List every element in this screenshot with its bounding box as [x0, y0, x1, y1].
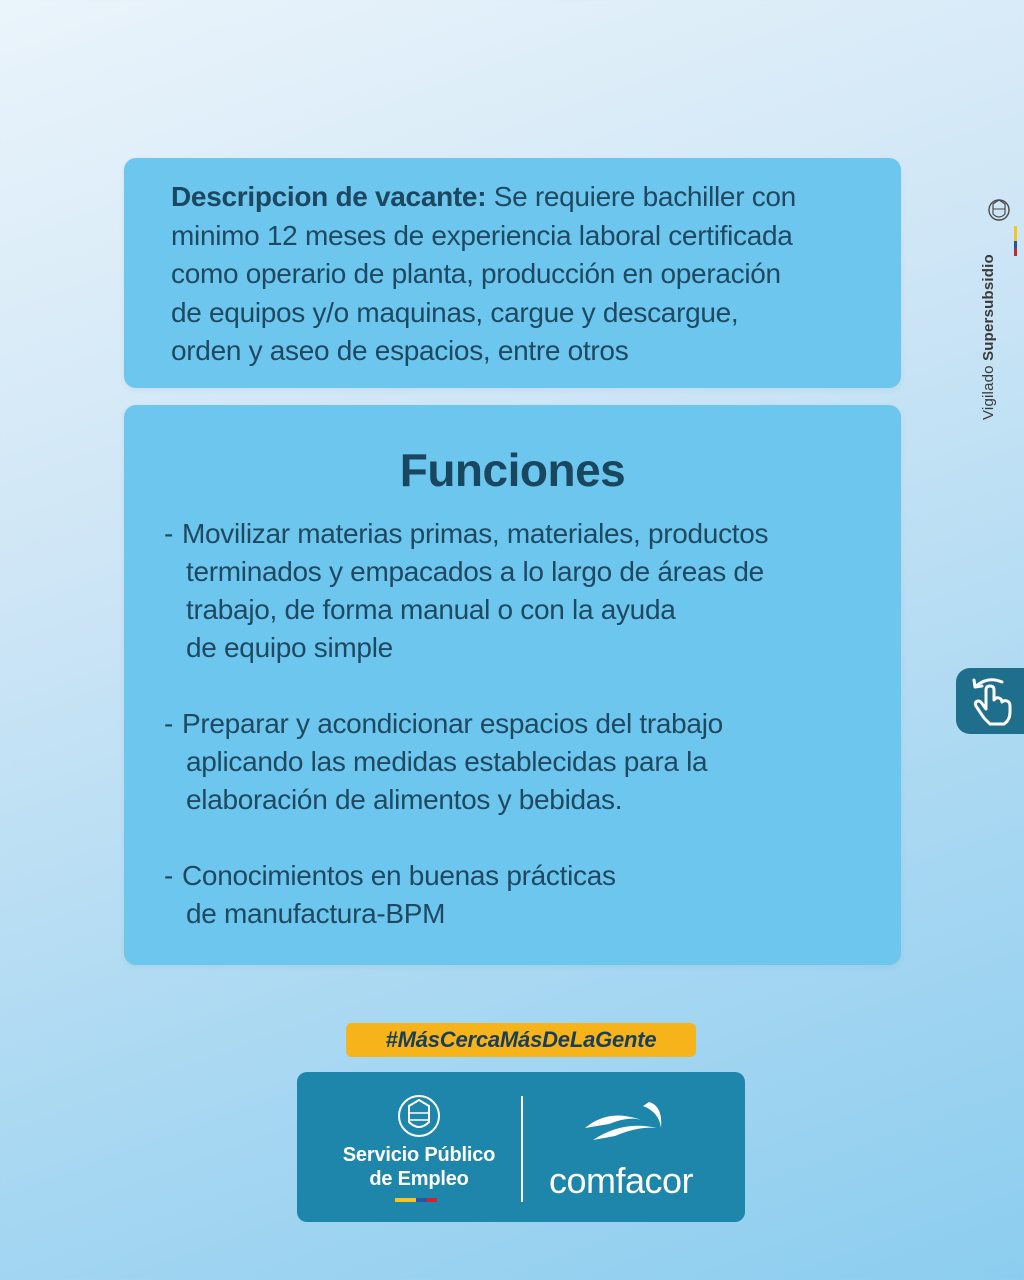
colombia-seal-icon — [987, 196, 1011, 224]
comfacor-wordmark: comfacor — [549, 1160, 694, 1201]
function-line: Conocimientos en buenas prácticas — [182, 860, 616, 891]
spe-name-line1: Servicio Público — [342, 1144, 496, 1166]
bullet-dash: - — [164, 518, 174, 549]
description-label: Descripcion de vacante: — [171, 181, 487, 212]
logo-divider — [521, 1096, 523, 1202]
description-text — [171, 178, 891, 371]
colombia-coat-of-arms-icon — [395, 1092, 443, 1140]
description-line: Se requiere bachiller con — [486, 181, 796, 212]
supersubsidio-text: Supersubsidio — [980, 254, 997, 361]
function-line: terminados y empacados a lo largo de áreas de — [186, 556, 764, 587]
function-line: de equipo simple — [186, 632, 393, 663]
vigilado-text: Vigilado — [980, 365, 997, 420]
description-card — [124, 158, 901, 388]
functions-title: Funciones — [399, 444, 626, 496]
colombia-flag-stripe — [1014, 226, 1017, 256]
bullet-dash: - — [164, 860, 174, 891]
function-line: Preparar y acondicionar espacios del trabajo — [182, 708, 723, 739]
description-line: de equipos y/o maquinas, cargue y descargue, — [171, 296, 739, 328]
function-line: aplicando las medidas establecidas para la — [186, 746, 708, 777]
description-line: orden y aseo de espacios, entre otros — [171, 335, 629, 366]
function-line: de manufactura-BPM — [186, 898, 446, 929]
hashtag-badge: #MásCercaMásDeLaGente — [346, 1023, 696, 1057]
function-line: trabajo, de forma manual o con la ayuda — [186, 594, 676, 625]
description-line: minimo 12 meses de experiencia laboral certificada — [171, 219, 793, 251]
logos-panel — [297, 1072, 745, 1222]
swipe-hand-icon — [962, 674, 1022, 728]
comfacor-swoosh-icon — [579, 1098, 689, 1158]
bullet-dash: - — [164, 708, 174, 739]
vigilado-supersubsidio-label — [980, 254, 997, 420]
function-item — [164, 515, 894, 667]
description-line: como operario de planta, producción en operación — [171, 258, 781, 289]
functions-card — [124, 405, 901, 965]
colombia-flag-stripe — [395, 1198, 437, 1202]
function-item — [164, 857, 894, 933]
function-item — [164, 705, 894, 819]
spe-name-line2: de Empleo — [369, 1168, 469, 1190]
swipe-button[interactable] — [956, 668, 1024, 734]
function-line: elaboración de alimentos y bebidas. — [186, 784, 623, 815]
function-line: Movilizar materias primas, materiales, productos — [182, 518, 769, 549]
